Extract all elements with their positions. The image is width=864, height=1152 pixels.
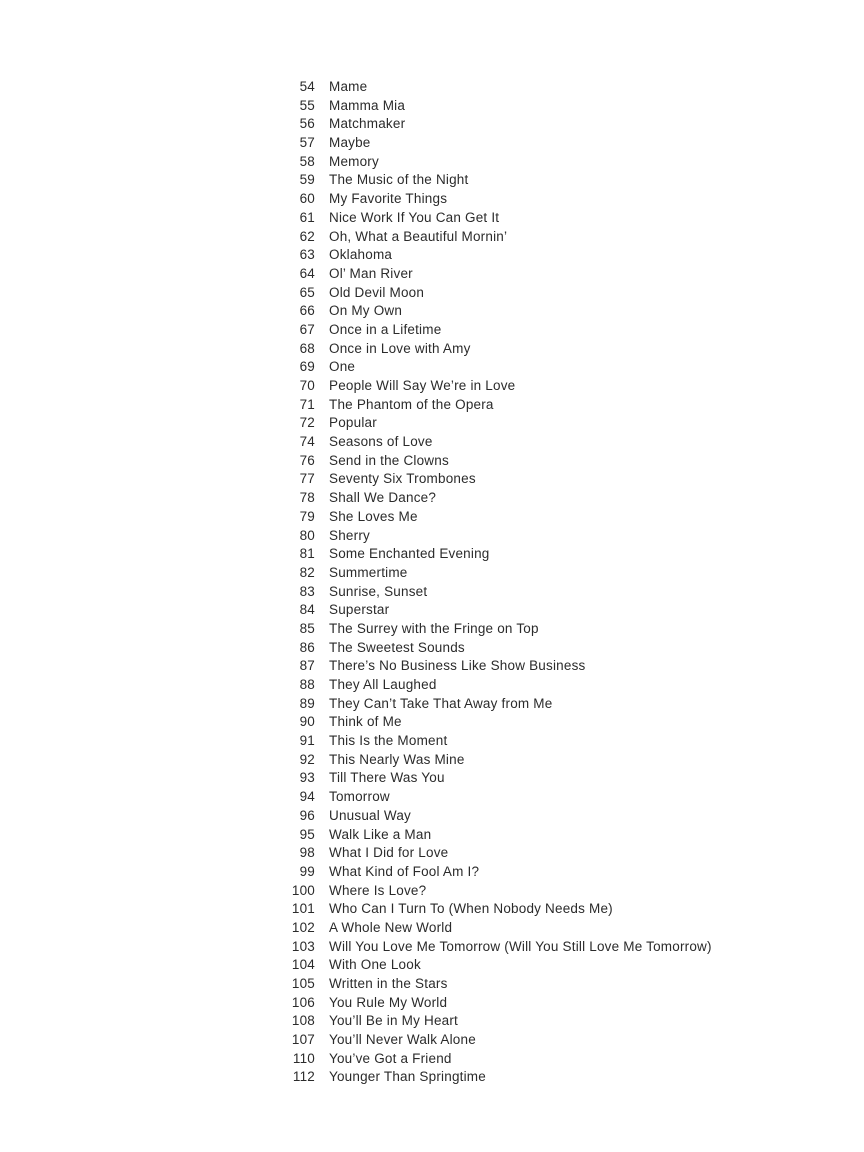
song-title: Some Enchanted Evening [329,546,490,562]
list-item [275,171,712,190]
song-page-number: 72 [299,415,315,431]
list-item [275,1050,712,1069]
list-item [275,284,712,303]
song-title: With One Look [329,957,421,973]
list-item [275,583,712,602]
song-title: Once in Love with Amy [329,340,471,356]
song-title: Maybe [329,135,371,151]
song-title: The Sweetest Sounds [329,639,465,655]
song-title: Written in the Stars [329,976,448,991]
list-item [275,826,712,845]
song-page-number: 79 [299,508,315,524]
song-title: Who Can I Turn To (When Nobody Needs Me) [329,901,613,917]
song-title: Oh, What a Beautiful Mornin’ [329,228,508,244]
song-page-number: 103 [291,938,315,954]
song-page-number: 96 [299,807,315,823]
song-page-number: 110 [292,1050,315,1066]
song-title: Unusual Way [329,807,411,823]
list-item [275,788,712,807]
song-page-number: 70 [299,378,315,393]
list-item [275,1068,712,1087]
list-item [275,115,712,134]
song-page-number: 56 [299,116,315,132]
song-page-number: 90 [299,714,315,730]
song-list [275,78,712,1087]
song-title: My Favorite Things [329,191,448,207]
list-item [275,844,712,863]
song-title: This Is the Moment [329,733,448,749]
song-title: She Loves Me [329,508,418,524]
song-page-number: 64 [299,265,315,281]
song-page-number: 95 [299,826,315,842]
song-page-number: 85 [299,620,315,636]
list-item [275,769,712,788]
list-item [275,470,712,489]
song-title: Summertime [329,564,408,580]
list-item [275,377,712,396]
song-page-number: 84 [299,602,315,618]
song-page-number: 59 [299,172,315,188]
song-page-number: 81 [299,546,315,562]
list-item [275,1031,712,1050]
song-page-number: 100 [291,882,315,898]
song-title: They All Laughed [329,677,437,692]
song-page-number: 93 [299,770,315,786]
song-title: Send in the Clowns [329,452,449,468]
song-page-number: 58 [299,153,315,169]
song-page-number: 67 [299,321,315,337]
song-title: Superstar [329,602,390,618]
list-item [275,601,712,620]
list-item [275,807,712,826]
song-title: Seasons of Love [329,434,433,450]
song-page-number: 76 [299,452,315,468]
song-title: There’s No Business Like Show Business [329,658,586,674]
list-item [275,396,712,415]
song-title: A Whole New World [329,919,453,935]
song-title: You’ll Never Walk Alone [329,1032,476,1048]
song-page-number: 74 [299,434,315,450]
list-item [275,265,712,284]
song-page-number: 61 [299,209,315,225]
song-page-number: 55 [299,97,315,113]
song-title: Seventy Six Trombones [329,471,476,487]
list-item [275,882,712,901]
list-item [275,190,712,209]
song-title: What Kind of Fool Am I? [329,863,480,879]
list-item [275,863,712,882]
song-title: Shall We Dance? [329,490,437,506]
song-title: Mamma Mia [329,97,406,113]
song-title: Mame [329,79,368,94]
song-title: One [329,359,356,375]
song-page-number: 88 [299,677,315,692]
list-item [275,78,712,97]
song-page-number: 63 [299,247,315,263]
song-page-number: 86 [299,639,315,655]
song-title: Younger Than Springtime [329,1069,486,1085]
song-title: Nice Work If You Can Get It [329,209,500,225]
song-page-number: 104 [291,957,315,973]
song-title: Sherry [329,527,370,543]
list-item [275,97,712,116]
list-item [275,527,712,546]
list-item [275,414,712,433]
list-item [275,433,712,452]
list-item [275,956,712,975]
song-title: Popular [329,415,377,431]
list-item [275,994,712,1013]
song-title: Till There Was You [329,770,445,786]
list-item [275,938,712,957]
song-page-number: 112 [292,1069,315,1085]
list-item [275,639,712,658]
song-page-number: 87 [299,658,315,674]
song-page-number: 89 [299,695,315,711]
song-page-number: 83 [299,583,315,599]
list-item [275,340,712,359]
song-title: This Nearly Was Mine [329,751,465,767]
song-page-number: 94 [299,789,315,805]
song-page-number: 107 [291,1032,315,1048]
song-page-number: 91 [299,733,315,749]
song-title: Walk Like a Man [329,826,432,842]
song-title: Memory [329,153,379,169]
list-item [275,900,712,919]
list-item [275,134,712,153]
list-item [275,452,712,471]
list-item [275,732,712,751]
list-item [275,620,712,639]
song-page-number: 80 [299,527,315,543]
list-item [275,358,712,377]
song-title: Where Is Love? [329,882,427,898]
song-page-number: 60 [299,191,315,207]
list-item [275,1012,712,1031]
song-title: The Surrey with the Fringe on Top [329,620,539,636]
song-page-number: 106 [291,994,315,1010]
song-title: Ol’ Man River [329,265,413,281]
song-title: The Phantom of the Opera [329,396,494,412]
song-title: Matchmaker [329,116,406,132]
list-item [275,302,712,321]
song-page-number: 108 [291,1013,315,1029]
list-item [275,676,712,695]
list-item [275,695,712,714]
song-title: Tomorrow [329,789,390,805]
list-item [275,564,712,583]
song-title: You Rule My World [329,994,448,1010]
song-page-number: 71 [299,396,315,412]
list-item [275,489,712,508]
list-item [275,209,712,228]
song-page-number: 99 [299,863,315,879]
song-title: Sunrise, Sunset [329,583,428,599]
song-title: Once in a Lifetime [329,321,442,337]
list-item [275,246,712,265]
song-page-number: 54 [299,79,315,94]
list-item [275,751,712,770]
song-title: You’ve Got a Friend [329,1050,452,1066]
song-page-number: 65 [299,284,315,300]
song-title: What I Did for Love [329,845,449,861]
song-title: Old Devil Moon [329,284,425,300]
song-title: The Music of the Night [329,172,469,188]
list-item [275,153,712,172]
song-page-number: 92 [299,751,315,767]
list-item [275,975,712,994]
song-page-number: 78 [299,490,315,506]
song-page-number: 62 [299,228,315,244]
song-page-number: 68 [299,340,315,356]
list-item [275,713,712,732]
list-item [275,545,712,564]
song-title: Will You Love Me Tomorrow (Will You Still Love Me Tomorrow) [329,938,712,954]
list-item [275,919,712,938]
song-title: They Can’t Take That Away from Me [329,695,553,711]
song-page-number: 57 [299,135,315,151]
song-page-number: 77 [299,471,315,487]
song-title: Oklahoma [329,247,393,263]
song-page-number: 66 [299,303,315,319]
song-page-number: 82 [299,564,315,580]
song-page-number: 69 [299,359,315,375]
song-page-number: 101 [291,901,315,917]
list-item [275,228,712,247]
song-page-number: 102 [291,919,315,935]
list-item [275,321,712,340]
song-page-number: 105 [291,976,315,991]
list-item [275,508,712,527]
song-page-number: 98 [299,845,315,861]
song-title: Think of Me [329,714,402,730]
list-item [275,657,712,676]
song-title: People Will Say We’re in Love [329,378,516,393]
song-title: On My Own [329,303,403,319]
song-title: You’ll Be in My Heart [329,1013,459,1029]
